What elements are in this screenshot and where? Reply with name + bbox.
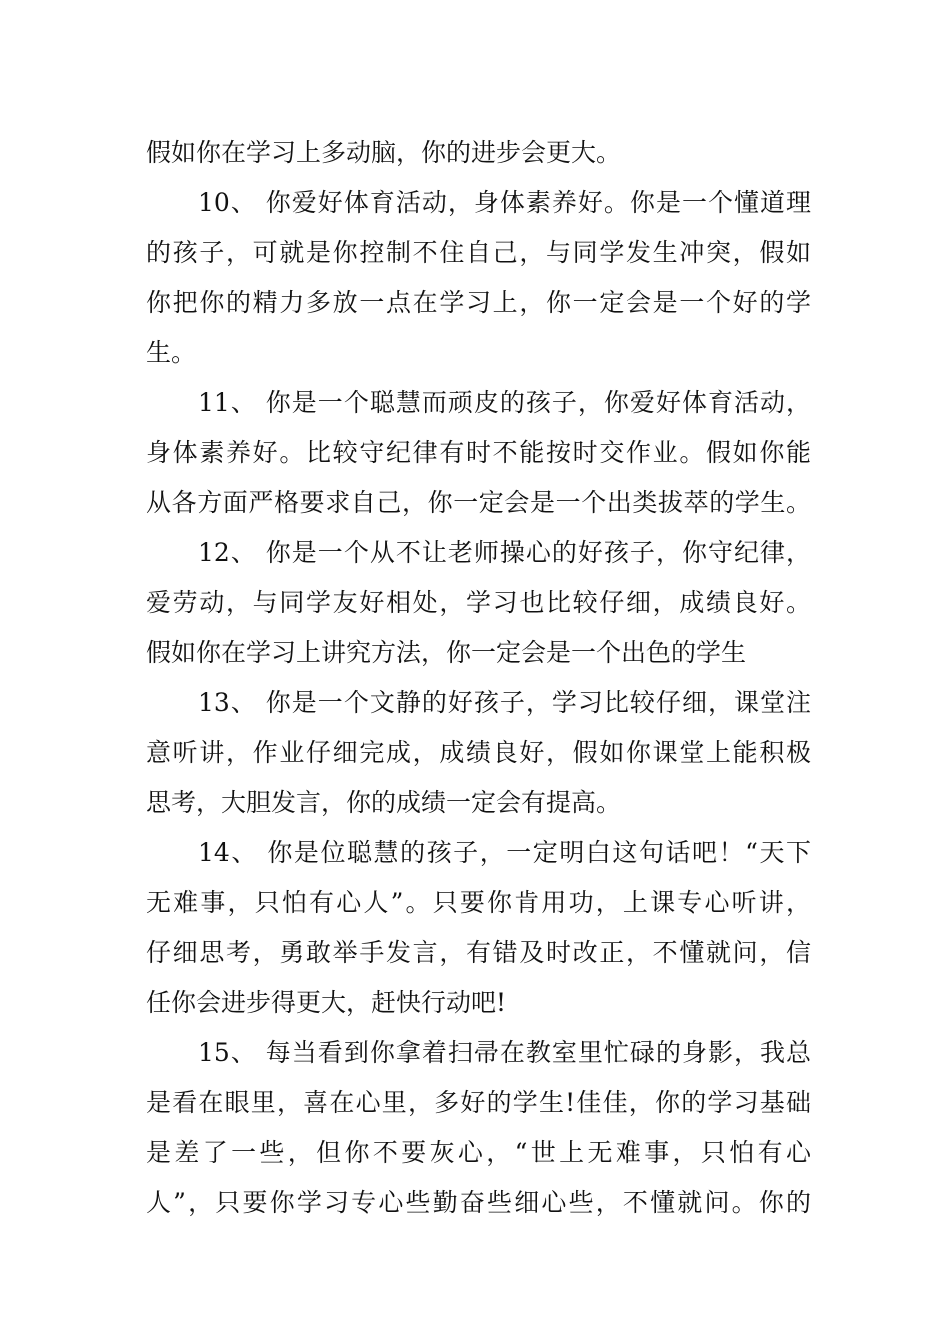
document-body — [146, 128, 811, 1228]
text-line: 无难事，只怕有心人”。只要你肯用功，上课专心听讲， — [146, 888, 811, 917]
text-line: 仔细思考，勇敢举手发言，有错及时改正，不懂就问，信 — [146, 938, 811, 967]
text-line: 13、 你是一个文静的好孩子，学习比较仔细，课堂注 — [198, 688, 811, 717]
text-line: 15、 每当看到你拿着扫帚在教室里忙碌的身影，我总 — [198, 1038, 811, 1067]
text-line: 爱劳动，与同学友好相处，学习也比较仔细，成绩良好。 — [146, 588, 811, 617]
text-line: 的孩子，可就是你控制不住自己，与同学发生冲突，假如 — [146, 238, 811, 267]
text-line: 你把你的精力多放一点在学习上，你一定会是一个好的学 — [146, 288, 811, 317]
text-line: 思考，大胆发言，你的成绩一定会有提高。 — [146, 788, 622, 817]
text-line: 14、 你是位聪慧的孩子，一定明白这句话吧！“天下 — [198, 838, 811, 867]
text-line: 10、 你爱好体育活动，身体素养好。你是一个懂道理 — [198, 188, 811, 217]
text-line: 是看在眼里，喜在心里，多好的学生!佳佳，你的学习基础 — [146, 1088, 811, 1117]
text-line: 假如你在学习上讲究方法，你一定会是一个出色的学生 — [146, 638, 747, 667]
text-line: 是差了一些，但你不要灰心，“世上无难事，只怕有心 — [146, 1138, 811, 1167]
text-line: 意听讲，作业仔细完成，成绩良好，假如你课堂上能积极 — [146, 738, 811, 767]
text-line: 任你会进步得更大，赶快行动吧! — [146, 988, 507, 1017]
text-line: 人”，只要你学习专心些勤奋些细心些，不懂就问。你的 — [146, 1188, 811, 1217]
text-line: 假如你在学习上多动脑，你的进步会更大。 — [146, 138, 622, 167]
text-line: 生。 — [146, 338, 197, 367]
text-line: 从各方面严格要求自己，你一定会是一个出类拔萃的学生。 — [146, 488, 811, 517]
text-line: 身体素养好。比较守纪律有时不能按时交作业。假如你能 — [146, 438, 811, 467]
text-line: 12、 你是一个从不让老师操心的好孩子，你守纪律， — [198, 538, 811, 567]
text-line: 11、 你是一个聪慧而顽皮的孩子，你爱好体育活动， — [198, 388, 811, 417]
